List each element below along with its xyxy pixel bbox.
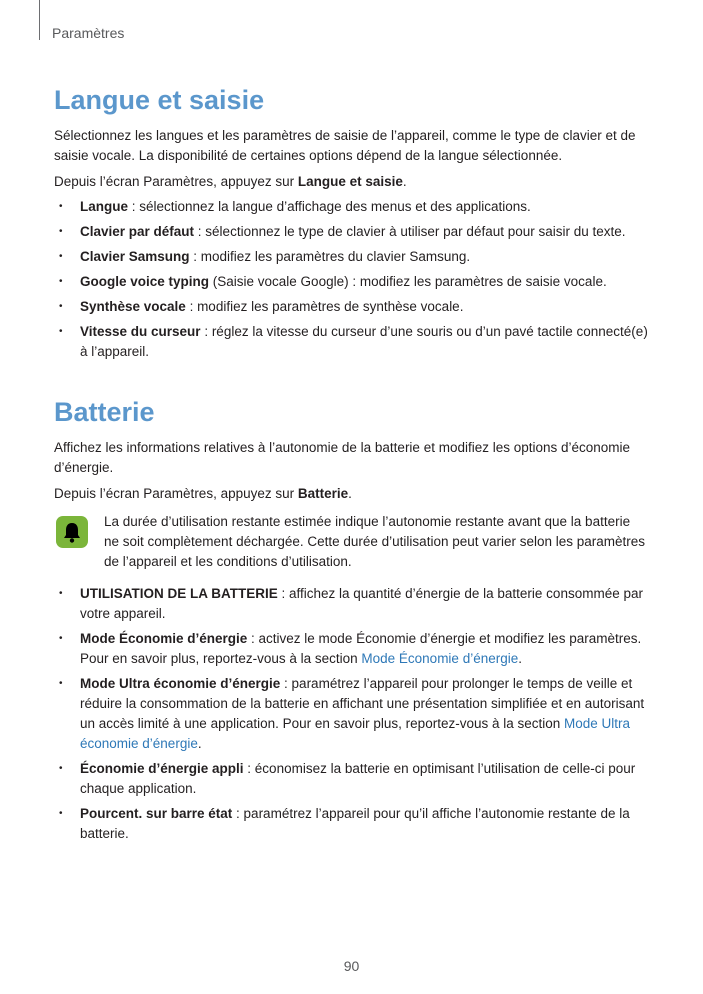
header-rule [39, 0, 40, 40]
path-suffix: . [402, 174, 407, 189]
language-path [54, 172, 648, 192]
battery-path [54, 484, 648, 504]
item-term: UTILISATION DE LA BATTERIE [80, 586, 278, 601]
item-text: : activez le mode Économie d’énergie et modifiez les paramètres. Pour en savoir plus, reportez-vous à la section [80, 631, 642, 666]
item-text: : modifiez les paramètres de synthèse vocale. [185, 299, 464, 314]
list-item [54, 222, 648, 242]
list-item [54, 629, 648, 669]
battery-intro: Affichez les informations relatives à l’autonomie de la batterie et modifiez les options d’économie d’énergie. [54, 440, 631, 475]
item-text: : sélectionnez le type de clavier à utiliser par défaut pour saisir du texte. [194, 224, 626, 239]
page-number: 90 [343, 958, 360, 974]
section-link[interactable]: Mode Ultra économie d’énergie [80, 716, 631, 751]
item-text: : économisez la batterie en optimisant l’utilisation de celle-ci pour chaque application. [80, 761, 636, 796]
item-term: Google voice typing [80, 274, 210, 289]
item-term: Clavier Samsung [80, 249, 190, 264]
item-text-after: . [197, 736, 202, 751]
item-term: Économie d’énergie appli [80, 761, 244, 776]
battery-options-list [54, 584, 648, 844]
item-text: : paramétrez l’appareil pour qu’il affiche l’autonomie restante de la batterie. [80, 806, 630, 841]
language-section-title: Langue et saisie [54, 85, 265, 115]
item-text-after: . [518, 651, 523, 666]
note-text: La durée d’utilisation restante estimée indique l’autonomie restante avant que la batterie ne soit complètement déchargée. Cette durée d’utilisation peut varier selon les paramètres de l’appareil et les conditions d’utilisation. [104, 514, 646, 569]
section-label: Paramètres [52, 25, 125, 41]
item-term: Pourcent. sur barre état [80, 806, 233, 821]
list-item [54, 197, 648, 217]
list-item [54, 297, 648, 317]
list-item [54, 272, 648, 292]
item-text: : sélectionnez la langue d’affichage des menus et des applications. [128, 199, 531, 214]
language-intro: Sélectionnez les langues et les paramètres de saisie de l’appareil, comme le type de clavier et de saisie vocale. La disponibilité de certaines options dépend de la langue sélectionnée. [54, 128, 636, 163]
section-link[interactable]: Mode Économie d’énergie [361, 651, 519, 666]
item-term: Mode Économie d’énergie [80, 631, 248, 646]
item-term: Mode Ultra économie d’énergie [80, 676, 281, 691]
item-text: : paramétrez l’appareil pour prolonger le temps de veille et réduire la consommation de la batterie en affichant une présentation simplifiée et en autorisant un accès limité à une application. Pour en savoir plus, reportez-vous à la section [80, 676, 645, 731]
path-prefix: Depuis l’écran Paramètres, appuyez sur [54, 486, 298, 501]
list-item [54, 584, 648, 624]
item-term: Vitesse du curseur [80, 324, 201, 339]
list-item [54, 247, 648, 267]
path-target: Langue et saisie [297, 174, 403, 189]
battery-section-title: Batterie [54, 397, 155, 427]
item-text: : modifiez les paramètres du clavier Samsung. [189, 249, 471, 264]
item-term: Langue [80, 199, 129, 214]
main-content [54, 80, 648, 844]
item-text: (Saisie vocale Google) : modifiez les paramètres de saisie vocale. [209, 274, 607, 289]
item-term: Synthèse vocale [80, 299, 186, 314]
path-target: Batterie [297, 486, 349, 501]
path-suffix: . [348, 486, 352, 501]
list-item [54, 759, 648, 799]
path-prefix: Depuis l’écran Paramètres, appuyez sur [54, 174, 298, 189]
bell-icon-graphic [56, 516, 88, 548]
language-options-list [54, 197, 648, 362]
item-text: : réglez la vitesse du curseur d’une souris ou d’un pavé tactile connecté(e) à l’appareil. [80, 324, 648, 359]
item-term: Clavier par défaut [80, 224, 195, 239]
list-item [54, 674, 648, 754]
item-text: : affichez la quantité d’énergie de la batterie consommée par votre appareil. [80, 586, 643, 621]
list-item [54, 804, 648, 844]
bell-icon [56, 516, 88, 548]
battery-note [54, 512, 648, 572]
list-item [54, 322, 648, 362]
